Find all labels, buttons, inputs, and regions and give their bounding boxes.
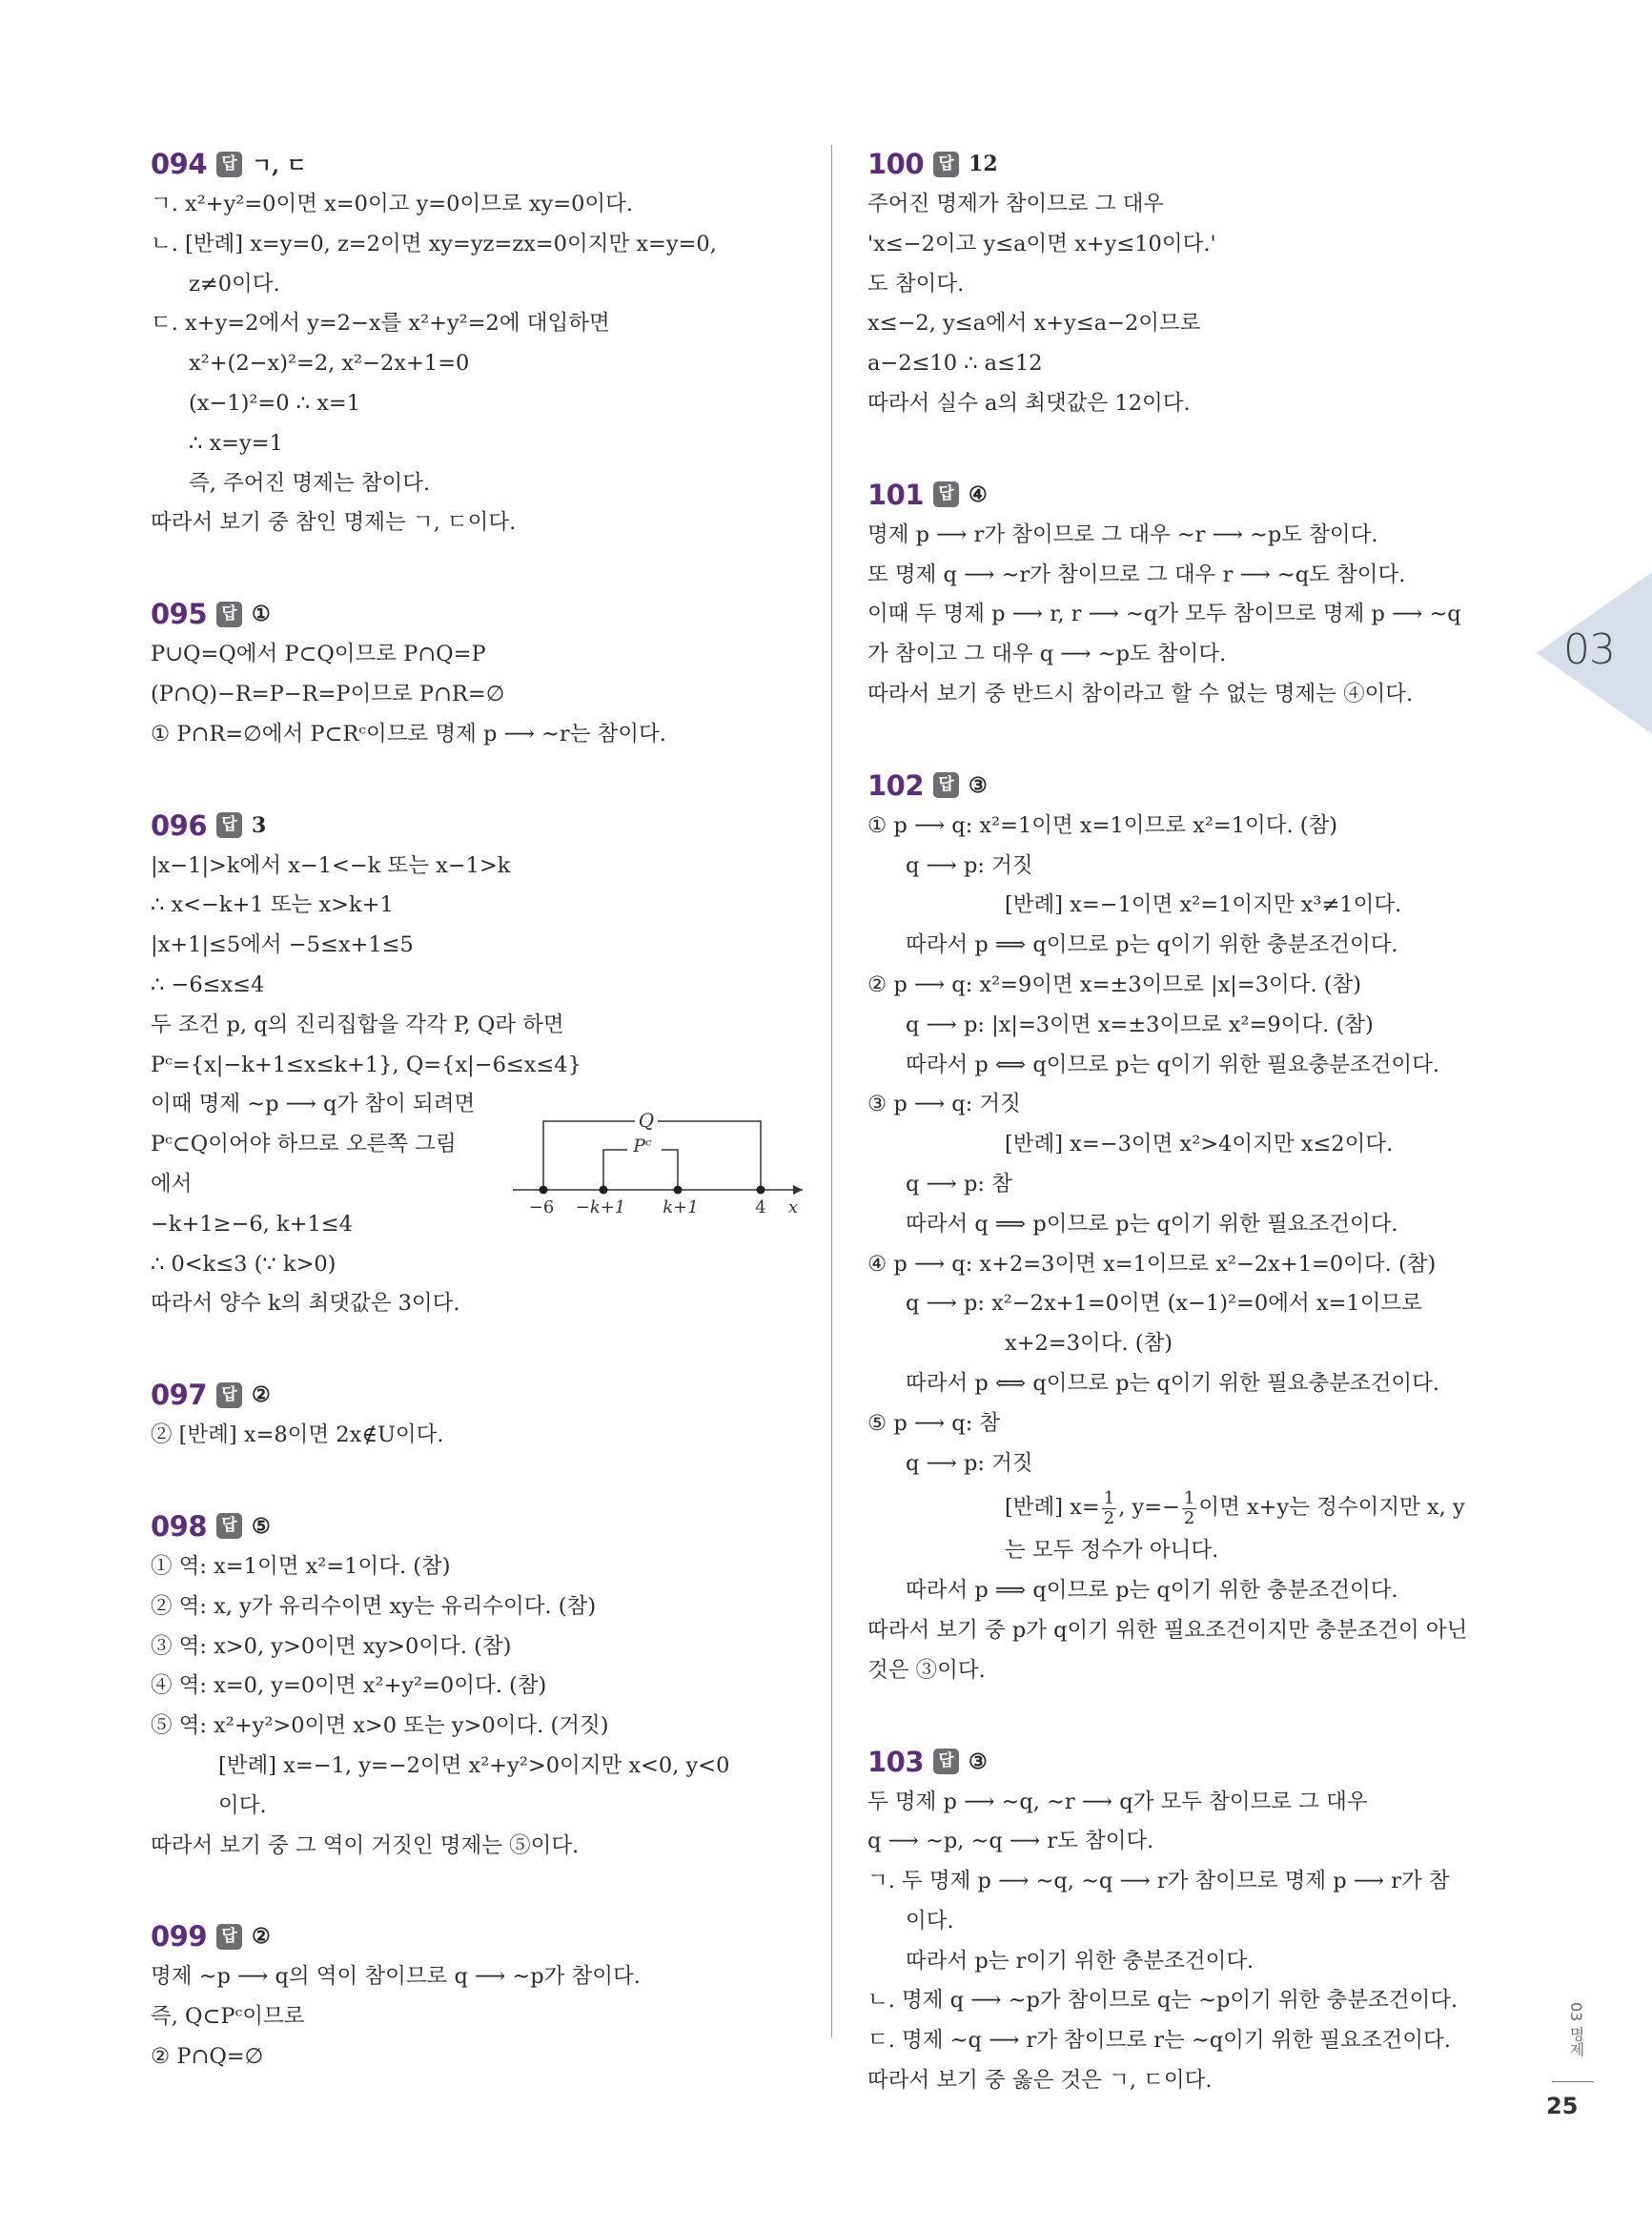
solution-line: 따라서 p ⟺ q이므로 p는 q이기 위한 필요충분조건이다. [906, 1370, 1440, 1396]
problem-101 [867, 474, 1525, 715]
point-4 [757, 1185, 765, 1194]
problem-number: 098 [151, 1509, 208, 1543]
solution-line: ∴ 0<k≤3 (∵ k>0) [151, 1251, 337, 1277]
solution-line: 따라서 p ⟹ q이므로 p는 q이기 위한 충분조건이다. [906, 1578, 1398, 1604]
answer-value: ⑤ [252, 1513, 271, 1539]
solution-line: 따라서 보기 중 옳은 것은 ㄱ, ㄷ이다. [867, 2068, 1213, 2094]
solution-line: 는 모두 정수가 아니다. [1005, 1538, 1219, 1564]
chapter-tab-label: 03 [1563, 625, 1615, 674]
solution-line: Pᶜ⊂Q이어야 하므로 오른쪽 그림 [151, 1132, 457, 1157]
solution-line: 주어진 명제가 참이므로 그 대우 [867, 192, 1165, 216]
solution-line: [반례] x=−3이면 x²>4이지만 x≤2이다. [1005, 1132, 1394, 1157]
problem-header [151, 1505, 818, 1547]
answer-value: ② [252, 1382, 271, 1408]
solution-line: 도 참이다. [867, 271, 965, 297]
solution-line: 것은 ③이다. [867, 1657, 986, 1683]
answer-badge: 답 [216, 1513, 242, 1539]
solution-line: 가 참이고 그 대우 q ⟶ ∼p도 참이다. [867, 642, 1227, 667]
problem-094 [151, 143, 818, 543]
solution-line: ㄱ. 두 명제 p ⟶ ∼q, ∼q ⟶ r가 참이므로 명제 p ⟶ r가 참 [867, 1869, 1450, 1894]
column-divider [831, 145, 832, 2037]
problem-number: 095 [151, 598, 208, 631]
solution-line: ∴ x=y=1 [189, 430, 283, 456]
problem-number: 099 [151, 1920, 208, 1954]
solution-line: 이때 두 명제 p ⟶ r, r ⟶ ∼q가 모두 참이므로 명제 p ⟶ ∼q [867, 602, 1461, 627]
answer-badge: 답 [933, 481, 959, 507]
tick-label: −6 [528, 1197, 555, 1217]
problem-number: 096 [151, 808, 208, 842]
solution-line: |x+1|≤5에서 −5≤x+1≤5 [151, 932, 414, 958]
solution-line: 따라서 보기 중 p가 q이기 위한 필요조건이지만 충분조건이 아닌 [867, 1617, 1468, 1643]
solution-line: ④ p ⟶ q: x+2=3이면 x=1이므로 x²−2x+1=0이다. (참) [867, 1251, 1437, 1277]
tick-label: −k+1 [575, 1197, 626, 1217]
number-line-figure [528, 1108, 806, 1217]
point--6 [540, 1185, 548, 1194]
solution-line: 따라서 p ⟹ q이므로 p는 q이기 위한 충분조건이다. [906, 932, 1398, 958]
answer-value: ② [252, 1924, 271, 1950]
problem-096 [151, 805, 818, 1325]
solution-line: ① 역: x=1이면 x²=1이다. (참) [151, 1553, 451, 1579]
problem-095 [151, 593, 818, 754]
solution-line: 명제 p ⟶ r가 참이므로 그 대우 ∼r ⟶ ∼p도 참이다. [867, 522, 1378, 547]
problem-099 [151, 1915, 818, 2077]
solution-line: 즉, Q⊂Pᶜ이므로 [151, 2004, 305, 2030]
right-column [867, 143, 1525, 2101]
solution-line: ③ p ⟶ q: 거짓 [867, 1092, 1021, 1117]
solution-line: 에서 [151, 1171, 193, 1197]
answer-badge: 답 [216, 152, 242, 177]
solution-line: ㄱ. x²+y²=0이면 x=0이고 y=0이므로 xy=0이다. [151, 192, 634, 216]
solution-line: (P∩Q)−R=P−R=P이므로 P∩R=∅ [151, 681, 505, 706]
problem-header [151, 1915, 818, 1957]
solution-line: q ⟶ ∼p, ∼q ⟶ r도 참이다. [867, 1829, 1154, 1854]
solution-line: ③ 역: x>0, y>0이면 xy>0이다. (참) [151, 1633, 512, 1659]
solution-line: P∪Q=Q에서 P⊂Q이므로 P∩Q=P [151, 642, 486, 667]
solution-line: 따라서 q ⟹ p이므로 p는 q이기 위한 필요조건이다. [906, 1211, 1398, 1237]
problem-header [151, 1374, 818, 1416]
solution-line: 따라서 p는 r이기 위한 충분조건이다. [906, 1948, 1254, 1974]
solution-line: [반례] x=−1, y=−2이면 x²+y²>0이지만 x<0, y<0 [218, 1752, 730, 1778]
answer-value: ③ [969, 772, 988, 798]
answer-value: ㄱ, ㄷ [252, 153, 307, 178]
solution-line: 이다. [218, 1792, 267, 1818]
axis-variable-label: x [787, 1197, 799, 1217]
solution-line: q ⟶ p: 거짓 [906, 852, 1033, 878]
solution-line: Pᶜ={x|−k+1≤x≤k+1}, Q={x|−6≤x≤4} [151, 1052, 581, 1077]
answer-value: 3 [252, 812, 267, 838]
problem-number: 101 [867, 478, 925, 511]
solution-line: [반례] x=−1이면 x²=1이지만 x³≠1이다. [1005, 892, 1402, 918]
solution-line: x²+(2−x)²=2, x²−2x+1=0 [189, 351, 470, 377]
solution-line: (x−1)²=0 ∴ x=1 [189, 390, 361, 416]
solution-line: 따라서 보기 중 그 역이 거짓인 명제는 ⑤이다. [151, 1832, 580, 1858]
solution-line: q ⟶ p: 참 [906, 1171, 1012, 1197]
footer-rule [1552, 2081, 1594, 2082]
set-pc-label: Pᶜ [633, 1135, 652, 1156]
solution-line: a−2≤10 ∴ a≤12 [867, 351, 1043, 377]
solution-line: 따라서 p ⟺ q이므로 p는 q이기 위한 필요충분조건이다. [906, 1052, 1440, 1077]
set-q-label: Q [638, 1108, 655, 1132]
problem-098 [151, 1505, 818, 1866]
solution-line: ① p ⟶ q: x²=1이면 x=1이므로 x²=1이다. (참) [867, 812, 1338, 838]
answer-value: ④ [969, 481, 988, 507]
problem-number: 094 [151, 148, 208, 180]
solution-line: ① P∩R=∅에서 P⊂Rᶜ이므로 명제 p ⟶ ∼r는 참이다. [151, 721, 666, 747]
solution-line: ② [반례] x=8이면 2x∉U이다. [151, 1422, 444, 1448]
solution-line: q ⟶ p: |x|=3이면 x=±3이므로 x²=9이다. (참) [906, 1012, 1374, 1037]
point-neg-k-plus-1 [600, 1185, 608, 1194]
fraction: $\frac{1}{2}$ [1103, 1487, 1115, 1528]
problem-number: 102 [867, 768, 925, 802]
problem-header [867, 1741, 1525, 1783]
answer-badge: 답 [933, 772, 959, 798]
chapter-tab [1537, 572, 1652, 734]
solution-line: 따라서 실수 a의 최댓값은 12이다. [867, 390, 1191, 416]
point-k-plus-1 [674, 1185, 683, 1194]
solution-line: 또 명제 q ⟶ ∼r가 참이므로 그 대우 r ⟶ ∼q도 참이다. [867, 562, 1406, 587]
solution-line: ② P∩Q=∅ [151, 2043, 264, 2069]
problem-number: 097 [151, 1379, 208, 1412]
solution-line: 명제 ∼p ⟶ q의 역이 참이므로 q ⟶ ∼p가 참이다. [151, 1964, 641, 1990]
answer-badge: 답 [216, 1382, 242, 1408]
solution-line: 이다. [906, 1908, 954, 1933]
problem-header [867, 765, 1525, 807]
solution-line: q ⟶ p: 거짓 [906, 1450, 1033, 1476]
solution-line: ⑤ 역: x²+y²>0이면 x>0 또는 y>0이다. (거짓) [151, 1713, 609, 1739]
problem-number: 103 [867, 1745, 925, 1778]
solution-line: 따라서 보기 중 반드시 참이라고 할 수 없는 명제는 ④이다. [867, 681, 1414, 706]
problem-header [151, 805, 818, 847]
solution-line: 따라서 양수 k의 최댓값은 3이다. [151, 1291, 460, 1317]
problem-097 [151, 1374, 818, 1456]
left-column [151, 143, 818, 2077]
solution-line: ⑤ p ⟶ q: 참 [867, 1410, 1001, 1436]
answer-badge: 답 [216, 812, 242, 838]
solution-line: |x−1|>k에서 x−1<−k 또는 x−1>k [151, 852, 511, 878]
solution-line: 이때 명제 ∼p ⟶ q가 참이 되려면 [151, 1092, 476, 1117]
problem-header [867, 143, 1525, 185]
solution-line-fraction: [반례] x= $\frac{1}{2}$ , y=− $\frac{1}{2}$ 이면 x+y는 정수이지만 x, y [1005, 1487, 1465, 1528]
solution-line: z≠0이다. [189, 271, 280, 297]
solution-line: ㄴ. [반례] x=y=0, z=2이면 xy=yz=zx=0이지만 x=y=0, [151, 231, 717, 256]
solution-line: ∴ −6≤x≤4 [151, 972, 265, 997]
solution-line: ㄷ. x+y=2에서 y=2−x를 x²+y²=2에 대입하면 [151, 311, 610, 337]
answer-value: 12 [969, 152, 998, 176]
problem-100 [867, 143, 1525, 424]
problem-103 [867, 1741, 1525, 2101]
problem-header [151, 143, 818, 185]
solution-line: 두 명제 p ⟶ ∼q, ∼r ⟶ q가 모두 참이므로 그 대우 [867, 1789, 1368, 1814]
answer-badge: 답 [216, 602, 242, 627]
solution-line: ④ 역: x=0, y=0이면 x²+y²=0이다. (참) [151, 1673, 547, 1699]
fraction: $\frac{1}{2}$ [1183, 1487, 1195, 1528]
solution-line: −k+1≥−6, k+1≤4 [151, 1211, 353, 1237]
problem-header [151, 593, 818, 635]
problem-header [867, 474, 1525, 516]
answer-badge: 답 [933, 152, 959, 177]
solution-line: q ⟶ p: x²−2x+1=0이면 (x−1)²=0에서 x=1이므로 [906, 1291, 1422, 1317]
solution-line: 두 조건 p, q의 진리집합을 각각 P, Q라 하면 [151, 1012, 564, 1037]
solution-line: x≤−2, y≤a에서 x+y≤a−2이므로 [867, 311, 1201, 337]
tick-label: 4 [755, 1197, 766, 1217]
solution-line: ② 역: x, y가 유리수이면 xy는 유리수이다. (참) [151, 1593, 597, 1619]
answer-value: ③ [969, 1749, 988, 1774]
solution-line: x+2=3이다. (참) [1005, 1331, 1173, 1357]
answer-badge: 답 [216, 1924, 242, 1950]
solution-line: 즉, 주어진 명제는 참이다. [189, 470, 431, 496]
running-chapter-label: 03 명제 [1567, 2002, 1585, 2057]
solution-line: ∴ x<−k+1 또는 x>k+1 [151, 892, 394, 918]
problem-102 [867, 765, 1525, 1691]
answer-value: ① [252, 602, 271, 627]
solution-line: ㄴ. 명제 q ⟶ ∼p가 참이므로 q는 ∼p이기 위한 충분조건이다. [867, 1988, 1458, 2014]
tick-label: k+1 [663, 1197, 699, 1217]
answer-badge: 답 [933, 1749, 959, 1774]
problem-number: 100 [867, 148, 925, 180]
solution-line: ② p ⟶ q: x²=9이면 x=±3이므로 |x|=3이다. (참) [867, 972, 1362, 997]
solution-line: 'x≤−2이고 y≤a이면 x+y≤10이다.' [867, 231, 1216, 256]
solution-line: ㄷ. 명제 ∼q ⟶ r가 참이므로 r는 ∼q이기 위한 필요조건이다. [867, 2028, 1451, 2054]
axis-arrow-right [793, 1185, 803, 1195]
page-number: 25 [1546, 2093, 1579, 2119]
solution-line: 따라서 보기 중 참인 명제는 ㄱ, ㄷ이다. [151, 510, 517, 536]
